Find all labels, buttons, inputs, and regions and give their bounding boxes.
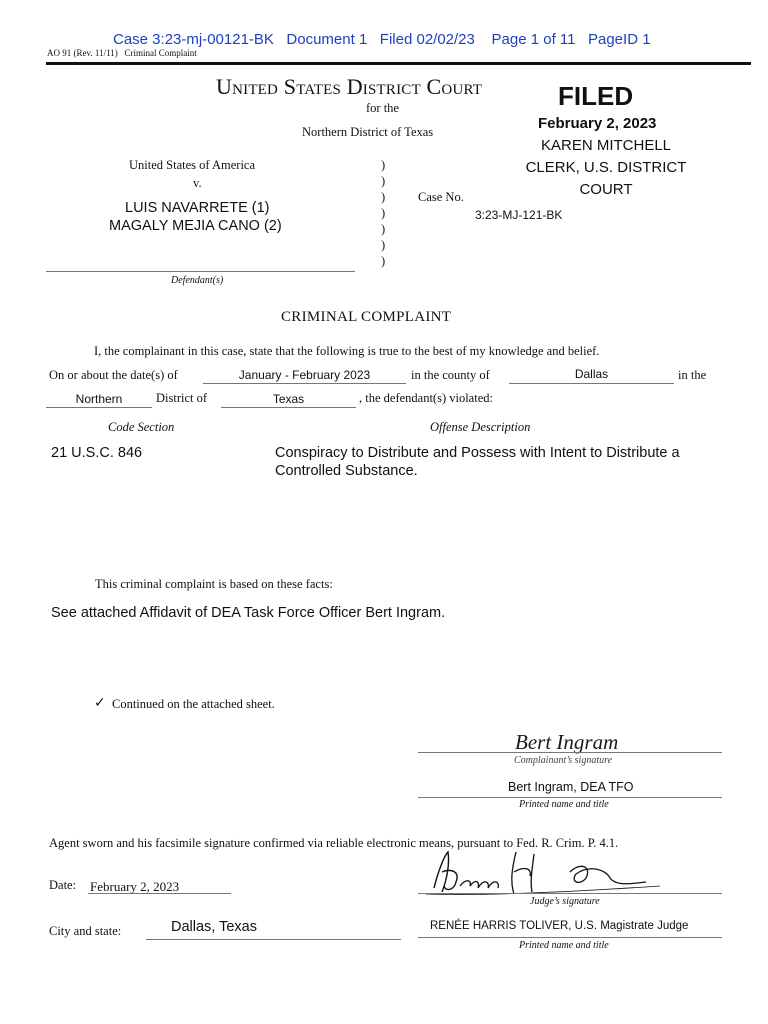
filed-date: February 2, 2023 — [538, 115, 657, 132]
county-name: Dallas — [574, 367, 609, 381]
state-underline — [221, 407, 356, 408]
district-region: Northern — [75, 392, 123, 406]
header-rule — [46, 62, 751, 65]
defendants-label: Defendant(s) — [171, 275, 224, 286]
complainant-signature: Bert Ingram — [515, 730, 619, 754]
court-title: United States District Court — [216, 74, 483, 99]
region-underline — [46, 407, 152, 408]
clerk-name: KAREN MITCHELL — [540, 137, 672, 154]
district-name: Northern District of Texas — [302, 125, 434, 139]
caption-brackets: ) ) ) ) ) ) ) — [381, 158, 386, 268]
continued-label: Continued on the attached sheet. — [112, 697, 275, 711]
for-the-label: for the — [366, 101, 399, 115]
violated-label: , the defendant(s) violated: — [359, 391, 493, 405]
date-label: Date: — [49, 878, 77, 892]
plaintiff-name: United States of America — [129, 158, 256, 172]
judge-printed-name: RENÉE HARRIS TOLIVER, U.S. Magistrate Judge — [430, 920, 689, 932]
judge-signature-label: Judge’s signature — [530, 896, 600, 907]
case-header-stamp: Case 3:23-mj-00121-BK Document 1 Filed 02/02/23 Page 1 of 11 PageID 1 — [113, 31, 651, 48]
complainant-signature-label: Complainant’s signature — [514, 755, 613, 766]
defendant-2: MAGALY MEJIA CANO (2) — [109, 218, 282, 234]
judge-signature-line — [418, 893, 722, 894]
sworn-date: February 2, 2023 — [90, 879, 180, 894]
city-state: Dallas, Texas — [171, 919, 257, 935]
versus-label: v. — [193, 176, 202, 190]
filed-label: FILED — [558, 81, 634, 111]
case-number: 3:23-MJ-121-BK — [475, 208, 563, 222]
date-underline — [88, 893, 231, 894]
complainant-name-line — [418, 797, 722, 798]
form-identifier: AO 91 (Rev. 11/11) Criminal Complaint — [47, 48, 197, 58]
complaint-title: CRIMINAL COMPLAINT — [281, 309, 452, 325]
complainant-printed-label: Printed name and title — [519, 799, 609, 810]
in-county-label: in the county of — [411, 368, 490, 382]
judge-signature — [420, 842, 670, 904]
complainant-signature-line — [418, 752, 722, 753]
complaint-intro: I, the complainant in this case, state that the following is true to the best of my knowledge and belief. — [94, 344, 600, 358]
offense-description-line1: Conspiracy to Distribute and Possess with Intent to Distribute a — [275, 445, 680, 461]
dates-underline — [203, 383, 406, 384]
judge-name-line — [418, 937, 722, 938]
state-name: Texas — [272, 392, 305, 406]
judge-printed-label: Printed name and title — [519, 940, 609, 951]
offense-description-header: Offense Description — [430, 420, 531, 434]
on-or-about-label: On or about the date(s) of — [49, 368, 178, 382]
code-section: 21 U.S.C. 846 — [51, 445, 143, 461]
district-of-label: District of — [156, 391, 208, 405]
sworn-statement: Agent sworn and his facsimile signature confirmed via reliable electronic means, pursuant to Fed. R. Crim. P. 4.1. — [49, 836, 619, 850]
facts-text: See attached Affidavit of DEA Task Force Officer Bert Ingram. — [51, 605, 446, 621]
case-no-label: Case No. — [418, 190, 464, 204]
in-the-label: in the — [678, 368, 707, 382]
city-underline — [146, 939, 401, 940]
city-state-label: City and state: — [49, 924, 122, 938]
defendant-underline — [46, 271, 355, 272]
offense-dates: January - February 2023 — [238, 368, 371, 382]
clerk-title-court: COURT — [579, 181, 633, 198]
continued-checkbox[interactable]: ✓ — [94, 694, 106, 710]
defendant-1: LUIS NAVARRETE (1) — [125, 200, 270, 216]
offense-description-line2: Controlled Substance. — [275, 463, 418, 479]
facts-intro: This criminal complaint is based on these facts: — [95, 577, 333, 591]
clerk-title: CLERK, U.S. DISTRICT — [525, 159, 687, 176]
code-section-header: Code Section — [108, 420, 175, 434]
complainant-printed-name: Bert Ingram, DEA TFO — [508, 780, 634, 794]
county-underline — [509, 383, 674, 384]
